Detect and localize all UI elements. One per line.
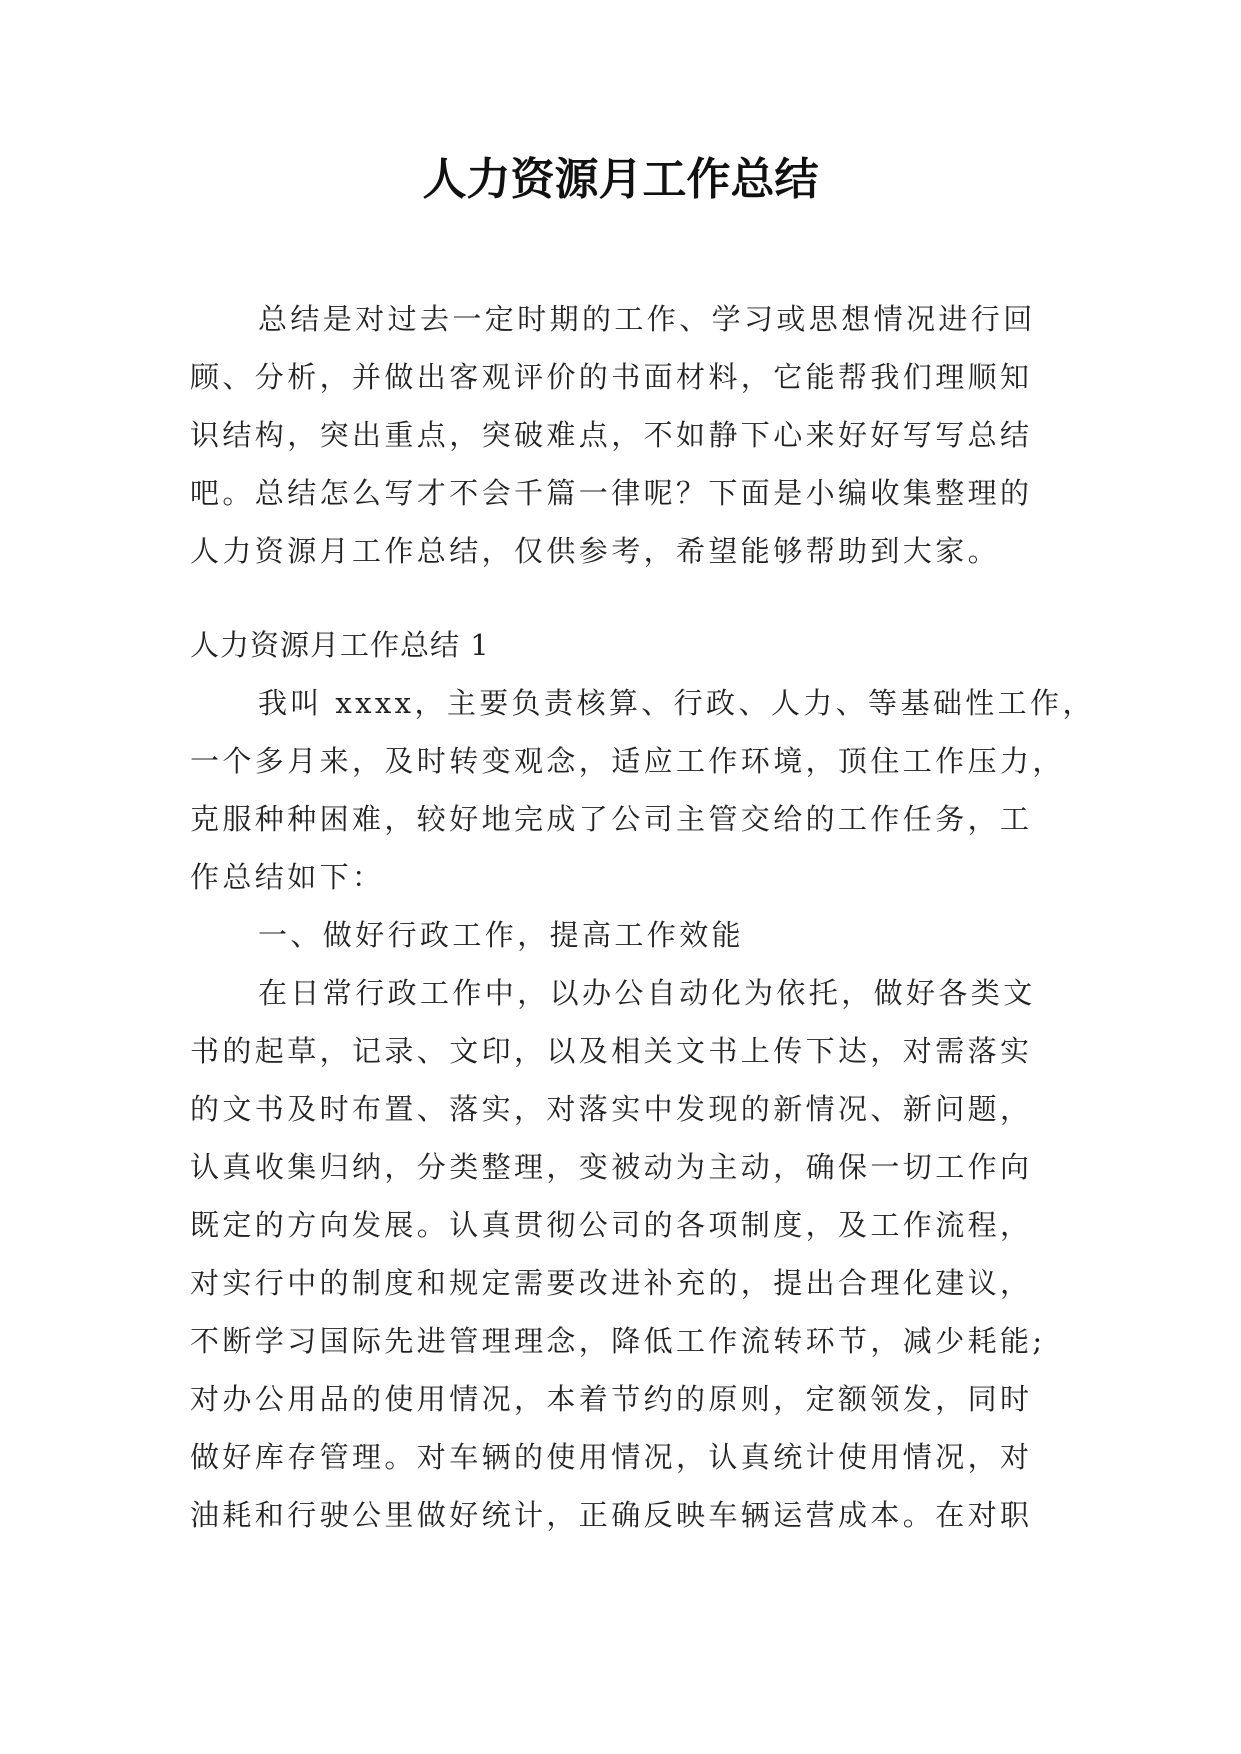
paragraph-line: 一个多月来，及时转变观念，适应工作环境，顶住工作压力， <box>190 744 1065 778</box>
intro-line: 识结构，突出重点，突破难点，不如静下心来好好写写总结 <box>190 418 1033 452</box>
paragraph-line: 对实行中的制度和规定需要改进补充的，提出合理化建议， <box>190 1266 1033 1300</box>
paragraph-line: 在日常行政工作中，以办公自动化为依托，做好各类文 <box>258 976 1036 1010</box>
paragraph-line: 克服种种困难，较好地完成了公司主管交给的工作任务，工 <box>190 802 1033 836</box>
paragraph-2 <box>190 964 1052 1544</box>
paragraph-gap <box>190 580 1052 616</box>
paragraph-line: 不断学习国际先进管理理念，降低工作流转环节，减少耗能; <box>190 1324 1046 1358</box>
intro-line: 顾、分析，并做出客观评价的书面材料，它能帮我们理顺知 <box>190 360 1033 394</box>
paragraph-line: 做好库存管理。对车辆的使用情况，认真统计使用情况，对 <box>190 1440 1033 1474</box>
paragraph-line: 我叫 xxxx，主要负责核算、行政、人力、等基础性工作， <box>258 686 1095 720</box>
document-title: 人力资源月工作总结 <box>422 154 819 205</box>
paragraph-line: 的文书及时布置、落实，对落实中发现的新情况、新问题， <box>190 1092 1033 1126</box>
paragraph-line: 既定的方向发展。认真贯彻公司的各项制度，及工作流程， <box>190 1208 1033 1242</box>
intro-paragraph <box>190 290 1052 580</box>
paragraph-line: 书的起草，记录、文印，以及相关文书上传下达，对需落实 <box>190 1034 1033 1068</box>
section-heading: 人力资源月工作总结 1 <box>190 628 490 662</box>
paragraph-line: 认真收集归纳，分类整理，变被动为主动，确保一切工作向 <box>190 1150 1033 1184</box>
paragraph-line: 油耗和行驶公里做好统计，正确反映车辆运营成本。在对职 <box>190 1498 1033 1532</box>
subheading: 一、做好行政工作，提高工作效能 <box>258 918 745 952</box>
intro-line: 总结是对过去一定时期的工作、学习或思想情况进行回 <box>258 302 1036 336</box>
document-body <box>190 290 1095 1544</box>
paragraph-line: 作总结如下： <box>190 860 385 894</box>
intro-line: 人力资源月工作总结，仅供参考，希望能够帮助到大家。 <box>190 534 1001 568</box>
paragraph-line: 对办公用品的使用情况，本着节约的原则，定额领发，同时 <box>190 1382 1033 1416</box>
intro-line: 吧。总结怎么写才不会千篇一律呢？下面是小编收集整理的 <box>190 476 1033 510</box>
paragraph-1 <box>190 674 1095 906</box>
